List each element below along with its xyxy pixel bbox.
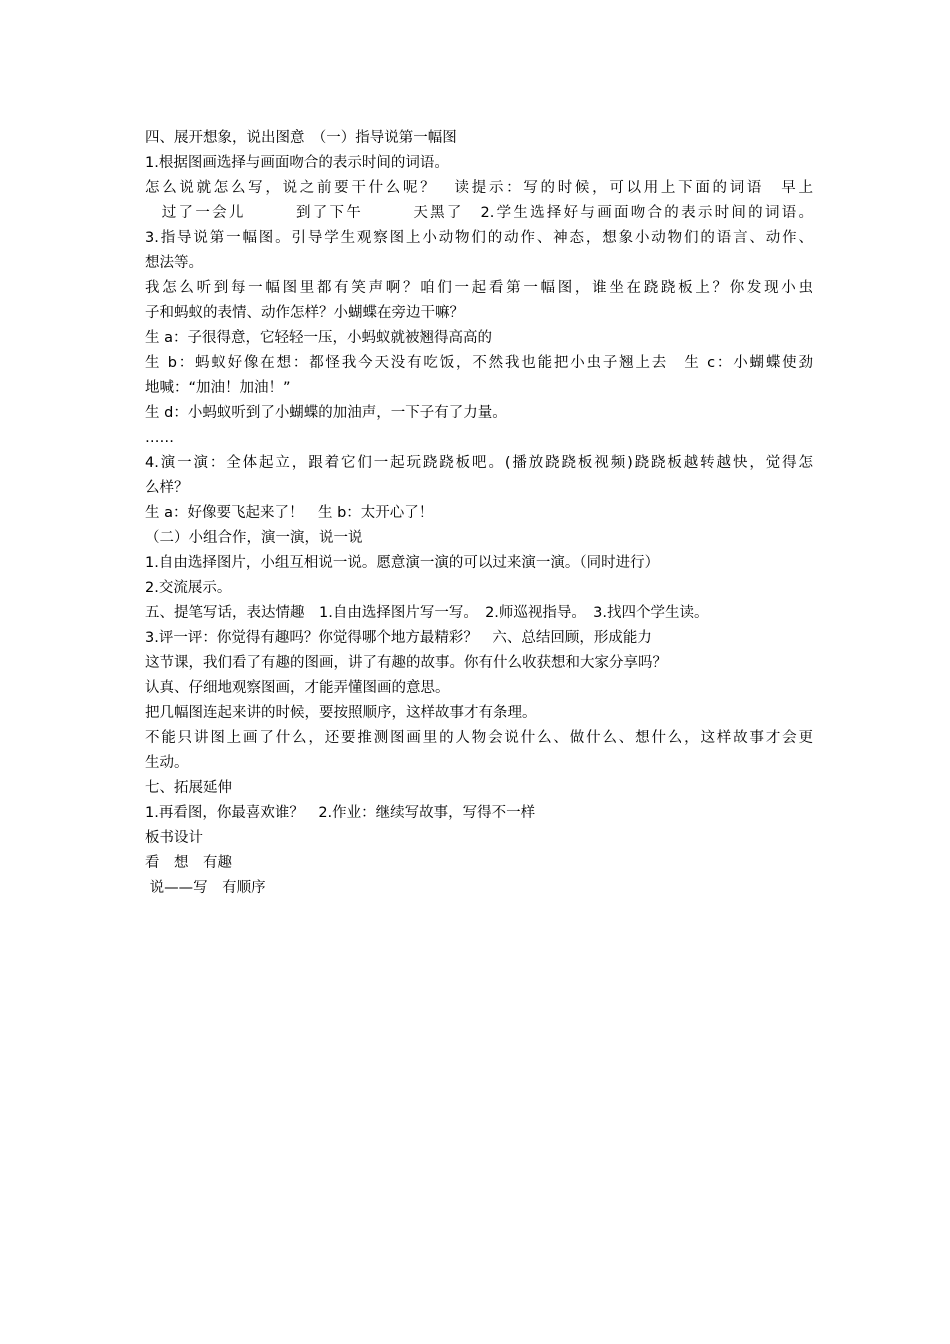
text-line: 3.指导说第一幅图。引导学生观察图上小动物们的动作、神态，想象小动物们的语言、动作、 <box>145 230 813 246</box>
student-answer-b: 生 b：蚂蚁好像在想：都怪我今天没有吃饭，不然我也能把小虫子翘上去 生 c：小蝴蝶使劲 <box>145 355 813 371</box>
section-heading-4: 四、展开想象，说出图意 （一）指导说第一幅图 <box>145 130 457 146</box>
text-line: 子和蚂蚁的表情、动作怎样？小蝴蝶在旁边干嘛？ <box>145 305 464 321</box>
text-line: 1.根据图画选择与画面吻合的表示时间的词语。 <box>145 155 449 171</box>
student-answer-a: 生 a：子很得意，它轻轻一压，小蚂蚁就被翘得高高的 <box>145 330 492 346</box>
document-body <box>145 126 813 901</box>
text-line: 4.演一演：全体起立，跟着它们一起玩跷跷板吧。(播放跷跷板视频)跷跷板越转越快，觉得怎 <box>145 455 813 471</box>
text-line: 地喊：“加油！加油！” <box>145 380 291 396</box>
text-line: 我怎么听到每一幅图里都有笑声啊？咱们一起看第一幅图，谁坐在跷跷板上？你发现小虫 <box>145 280 813 296</box>
section-heading-7: 七、拓展延伸 <box>145 780 232 796</box>
text-line: 这节课，我们看了有趣的图画，讲了有趣的故事。你有什么收获想和大家分享吗？ <box>145 655 667 671</box>
section-heading-5: 五、提笔写话，表达情趣 1.自由选择图片写一写。 2.师巡视指导。 3.找四个学生读。 <box>145 605 709 621</box>
text-line: 2.交流展示。 <box>145 580 232 596</box>
text-line: 怎么说就怎么写，说之前要干什么呢？ 读提示：写的时候，可以用上下面的词语 早上 <box>145 180 813 196</box>
text-line: 生动。 <box>145 755 189 771</box>
student-answers: 生 a：好像要飞起来了！ 生 b：太开心了！ <box>145 505 434 521</box>
student-answer-d: 生 d：小蚂蚁听到了小蝴蝶的加油声，一下子有了力量。 <box>145 405 507 421</box>
text-line: 1.再看图，你最喜欢谁？ 2.作业：继续写故事，写得不一样 <box>145 805 536 821</box>
text-line: 不能只讲图上画了什么，还要推测图画里的人物会说什么、做什么、想什么，这样故事才会更 <box>145 730 813 746</box>
subsection-heading-2: （二）小组合作，演一演，说一说 <box>145 530 363 546</box>
text-line: 把几幅图连起来讲的时候，要按照顺序，这样故事才有条理。 <box>145 705 537 721</box>
text-line: 么样？ <box>145 480 189 496</box>
text-line: 过了一会儿 到了下午 天黑了 2.学生选择好与画面吻合的表示时间的词语。 <box>145 205 813 221</box>
text-line: 想法等。 <box>145 255 203 271</box>
text-line: 认真、仔细地观察图画，才能弄懂图画的意思。 <box>145 680 450 696</box>
section-heading-6: 3.评一评：你觉得有趣吗？你觉得哪个地方最精彩？ 六、总结回顾，形成能力 <box>145 630 652 646</box>
text-line: 1.自由选择图片，小组互相说一说。愿意演一演的可以过来演一演。（同时进行） <box>145 555 660 571</box>
blackboard-design-heading: 板书设计 <box>145 830 203 846</box>
blackboard-line-1: 看 想 有趣 <box>145 855 232 871</box>
ellipsis: …… <box>145 430 174 446</box>
blackboard-line-2: 说——写 有顺序 <box>145 880 266 896</box>
